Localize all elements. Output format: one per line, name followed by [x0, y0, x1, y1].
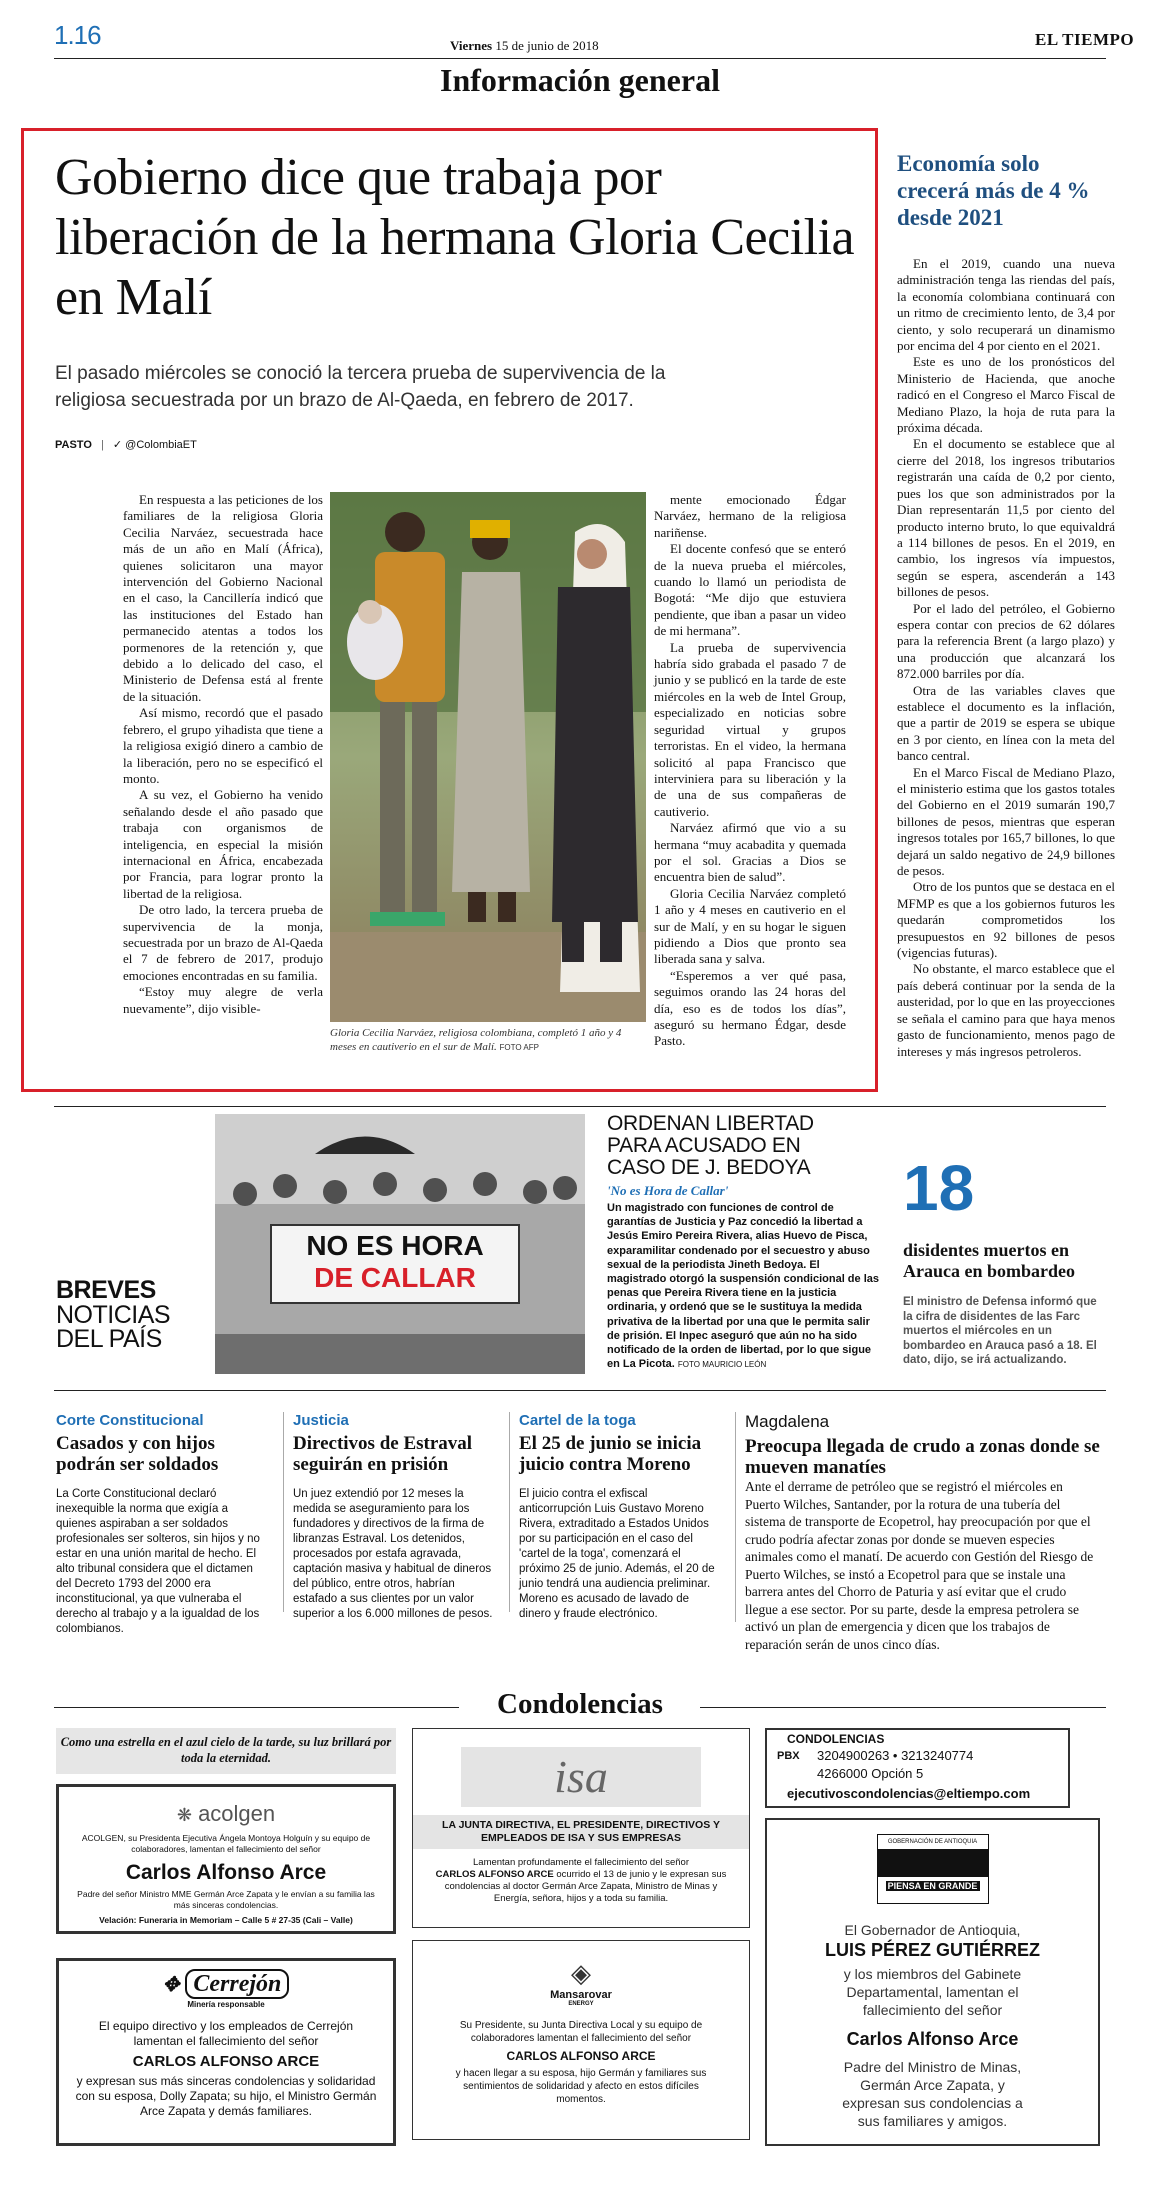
cerrejon-body: y expresan sus más sinceras condolencias y solidaridad con su esposa, Dolly Zapata; su hijo, el Ministro Germán Arce Zapata y demás familiares. [75, 2074, 377, 2118]
isa-message [427, 1869, 735, 1905]
cerrejon-notice [56, 1958, 396, 2146]
article-paragraph: Otro de los puntos que se destaca en el MFMP es que a los gobiernos futuros les quedarán comprometidos los presupuestos en 92 billones de pesos (vigencias futuras). [897, 879, 1115, 961]
antioquia-logo [877, 1834, 989, 1904]
brief-section: Justicia [293, 1412, 349, 1429]
acolgen-notice [56, 1784, 396, 1934]
issue-date [450, 38, 599, 54]
acolgen-velacion: Velación: Funeraria in Memoriam – Calle 5 # 27-35 (Cali – Valle) [99, 1915, 353, 1925]
feature-credit: FOTO MAURICIO LEÓN [677, 1360, 767, 1370]
article-paragraph: mente emocionado Édgar Narváez, hermano de la religiosa nariñense. [654, 492, 846, 540]
isa-head: LA JUNTA DIRECTIVA, EL PRESIDENTE, DIRECTIVOS Y EMPLEADOS DE ISA Y SUS EMPRESAS [413, 1815, 749, 1849]
breves-rule [54, 1390, 1106, 1391]
date-day: Viernes [450, 38, 493, 53]
brief-headline: Directivos de Estraval seguirán en prisión [293, 1433, 473, 1475]
contact-box [765, 1728, 1070, 1808]
acolgen-logo [59, 1801, 393, 1827]
contact-phones-2: 4266000 Opción 5 [817, 1766, 924, 1781]
article-paragraph: “Esperemos a ver qué pasa, seguimos orando las 24 horas del día, eso es de todos los días”, aseguró su hermano Édgar, desde Pasto. [654, 967, 846, 1049]
byline [55, 438, 197, 451]
photo-illustration [330, 492, 646, 1022]
section-title: Información general [440, 62, 720, 98]
condolencias-rule-right [700, 1707, 1106, 1708]
antioquia-logo-bottom: PIENSA EN GRANDE [886, 1881, 980, 1891]
brief-item [56, 1412, 266, 1637]
mansarovar-logo-sub: ENERGY [568, 2001, 594, 2007]
article-column-2 [654, 492, 846, 1050]
brief-body: La Corte Constitucional declaró inexequible la norma que exigía a quienes aspiraban a ser soldados profesionales ser solteros, sin hijos y no estar en una unión marital de hecho. El alto tribunal considera que el dictamen del Decreto 1793 del 2000 era inconstitucional, ya que vulneraba el derecho al trabajo y a la igualdad de los colombianos. [56, 1488, 260, 1635]
isa-logo: isa [461, 1747, 701, 1807]
section-rule [54, 1106, 1106, 1107]
antioquia-line3: Padre del Ministro de Minas, Germán Arce Zapata, y expresan sus condolencias a sus familiares y amigos. [842, 2059, 1023, 2129]
feature-body-text: Un magistrado con funciones de control de garantías de Justicia y Paz concedió la libertad a Jesús Emiro Pereira Rivera, alias Huevo de Pisca, exparamilitar condenado por el secuestro y abuso sexual de la periodista Jineth Bedoya. El magistrado otorgó la suspensión condicional de las penas que Pereira Rivera tiene en la justicia ordinaria, y ordenó que se le sustituya la medida privativa de la libertad por una que le permita salir de prisión. El Inpec aseguró que aún no ha sido notificado de la orden de libertad, por lo que sigue en La Picota. [607, 1202, 879, 1371]
article-paragraph: “Estoy muy alegre de verla nuevamente”, dijo visible- [123, 984, 323, 1016]
contact-title: CONDOLENCIAS [787, 1732, 885, 1746]
stat-number: 18 [903, 1152, 975, 1224]
article-title: Gobierno dice que trabaja por liberación de la hermana Gloria Cecilia en Malí [55, 149, 855, 326]
mansarovar-intro: Su Presidente, su Junta Directiva Local y su equipo de colaboradores lamentan el fallecimiento del señor [459, 2020, 703, 2044]
brief-body: Ante el derrame de petróleo que se registró el miércoles en Puerto Wilches, Santander, por la rotura de una tubería del sistema de transporte de Ecopetrol, hay preocupación por que el crudo podría afectar zonas por donde se mueven especies animales como el manatí. De acuerdo con Gestión del Riesgo de Puerto Wilches, se instó a Ecopetrol para que se instale una barrera antes del Chorro de Paturia y así evitar que el crudo llegue a ese sector. Por su parte, desde la empresa petrolera se activó un plan de emergencia y dicen que los trabajos de reparación serán de unos cinco días. [745, 1479, 1094, 1652]
feature-title: ORDENAN LIBERTAD PARA ACUSADO EN CASO DE J. BEDOYA [607, 1112, 814, 1179]
brand-logo: EL TIEMPO [1035, 30, 1135, 49]
article-subtitle: El pasado miércoles se conoció la tercera prueba de supervivencia de la religiosa secuestrada por un brazo de Al-Qaeda, en febrero de 2017. [55, 363, 666, 411]
brief-divider [283, 1412, 284, 1612]
antioquia-logo-top: GOBERNACIÓN DE ANTIOQUIA [887, 1839, 978, 1845]
byline-location: PASTO [55, 439, 92, 451]
brief-divider [509, 1412, 510, 1612]
brief-body: Un juez extendió por 12 meses la medida se aseguramiento para los fundadores y directivos de la firma de libranzas Estraval. Los detenidos, procesados por estafa agravada, captación masiva y habitual de dineros del público, entre otros, habrían estafado a sus clientes por un valor superior a los 6.000 millones de pesos. [293, 1488, 493, 1620]
cerrejon-logo-text: Cerrejón [185, 1969, 289, 1999]
stat-head: disidentes muertos en Arauca en bombardeo [903, 1240, 1075, 1281]
byline-divider: | [100, 439, 104, 451]
acolgen-logo-text: acolgen [198, 1801, 276, 1826]
cerrejon-logo-icon: ✥ [162, 1974, 180, 1996]
article-paragraph: Este es uno de los pronósticos del Ministerio de Hacienda, que anoche radicó en el Congreso el Marco Fiscal de Mediano Plazo, la hoja de ruta para la próxima década. [897, 354, 1115, 436]
article-paragraph: Por el lado del petróleo, el Gobierno espera contar con precios de 62 dólares para la referencia Brent (a largo plazo) y una producción que alcanzará los 872.000 barriles por día. [897, 600, 1115, 682]
breves-label-3: DEL PAÍS [56, 1325, 162, 1353]
article-paragraph: A su vez, el Gobierno ha venido señalando desde el año pasado que trabaja con organismos de inteligencia, en especial la misión internacional en África, encabezada por Francia, para lograr pronto la libertad de la religiosa. [123, 787, 323, 901]
condolencias-heading: Condolencias [497, 1688, 663, 1720]
article-paragraph: No obstante, el marco establece que el país deberá continuar por la senda de la austeridad, por lo que en las proyecciones se señala el camino para que haya menos gasto de funcionamiento, menos pago de intereses y más ingresos petroleros. [897, 961, 1115, 1059]
article-paragraph: Así mismo, recordó que el pasado febrero, el grupo yihadista que tiene a la religiosa exigió dinero a cambio de la liberación, pero no se especificó el monto. [123, 705, 323, 786]
isa-intro: Lamentan profundamente el fallecimiento del señor [473, 1857, 689, 1868]
acolgen-logo-icon: ❋ [176, 1805, 192, 1825]
article-paragraph: En el documento se establece que al cierre del 2018, los ingresos tributarios registrarán una caída de 0,2 por ciento, pues los que son administrados por la Dian representarán 11,5 por ciento del producto interno bruto, lo que equivaldrá a 114 billones de pesos. En el 2019, en cambio, los ingresos vía impuestos, según se espera, ascenderán a 143 billones de pesos. [897, 436, 1115, 600]
side-article-body [897, 256, 1115, 1060]
article-column-1 [123, 492, 323, 1017]
article-paragraph: En el Marco Fiscal de Mediano Plazo, el ministerio estima que los gastos totales del Gobierno en el 2019 sumarán 190,7 billones de pesos, mientras que esperan ingresos totales por 165,7 billones, lo que dejará un saldo negativo de 24,9 billones de pesos. [897, 764, 1115, 879]
condolencias-rule-left [54, 1707, 459, 1708]
brief-item [745, 1412, 1100, 1653]
article-paragraph: En el 2019, cuando una nueva administración tenga las riendas del país, la economía colombiana continuará con un ritmo de crecimiento lento, de 3,4 por ciento, y solo recuperará un dinamismo por encima del 4 por ciento en el 2021. [897, 256, 1115, 354]
byline-handle: @ColombiaET [125, 439, 197, 451]
protest-banner [270, 1224, 520, 1304]
article-photo [330, 492, 646, 1022]
brief-section: Corte Constitucional [56, 1412, 204, 1429]
antioquia-line2: y los miembros del Gabinete Departamental, lamentan el fallecimiento del señor [843, 1966, 1022, 2018]
article-paragraph: El docente confesó que se enteró de la nueva prueba el miércoles, cuando lo llamó un periodista de Bogotá: “Me dijo que estuviera pendiente, que iban a pasar un video de mi hermana”. [654, 541, 846, 639]
feature-kicker: 'No es Hora de Callar' [607, 1183, 729, 1198]
isa-name: CARLOS ALFONSO ARCE [435, 1869, 554, 1880]
brief-item [293, 1412, 493, 1622]
protest-photo [215, 1114, 585, 1374]
header-rule [54, 58, 1106, 59]
stat-body: El ministro de Defensa informó que la cifra de disidentes de las Farc muertos el miércoles en un bombardeo en Arauca pasó a 18. El dato, dijo, se irá actualizando. [903, 1296, 1097, 1366]
cerrejon-name: CARLOS ALFONSO ARCE [132, 2053, 320, 2070]
contact-email[interactable]: ejecutivoscondolencias@eltiempo.com [787, 1786, 1031, 1801]
antioquia-line1: El Gobernador de Antioquia, [844, 1922, 1021, 1938]
condolence-quote: Como una estrella en el azul cielo de la tarde, su luz brillará por toda la eternidad. [56, 1728, 396, 1774]
contact-pbx: PBX [777, 1750, 800, 1762]
antioquia-name2: Carlos Alfonso Arce [846, 2029, 1019, 2049]
page-number-text: 1.16 [54, 20, 101, 50]
brief-section: Magdalena [745, 1412, 830, 1431]
breves-label-2: NOTICIAS [56, 1301, 171, 1329]
article-paragraph: Otra de las variables claves que establece el documento es la inflación, que a partir de 2019 se espera se ubique en 3 por ciento, en línea con la meta del banco central. [897, 682, 1115, 764]
contact-phones-1: 3204900263 • 3213240774 [817, 1748, 974, 1763]
banner-line-1: NO ES HORA [306, 1230, 484, 1261]
article-paragraph: En respuesta a las peticiones de los familiares de la religiosa Gloria Cecilia Narváez, secuestrada hace más de un año en Malí (África), quienes solicitaron una mayor intervención del Gobierno Nacional en el caso, la Cancillería indicó que las instituciones del Estado han permanecido atentas a todos los pormenores de la retención y, que debido a lo delicado del caso, el Ministerio de Defensa está al frente de la situación. [123, 492, 323, 704]
acolgen-body: Padre del señor Ministro MME Germán Arce Zapata y le envían a su familia las más sinceras condolencias. [77, 1889, 375, 1910]
antioquia-name1: LUIS PÉREZ GUTIÉRREZ [824, 1940, 1040, 1960]
cerrejon-tagline: Minería responsable [187, 2000, 265, 2009]
photo-caption-text: Gloria Cecilia Narváez, religiosa colombiana, completó 1 año y 4 meses en cautiverio en el sur de Malí. [330, 1027, 622, 1053]
page-number [54, 20, 101, 51]
breves-label-1: BREVES [56, 1276, 156, 1304]
date-rest: 15 de junio de 2018 [495, 38, 599, 53]
brief-body: El juicio contra el exfiscal anticorrupción Luis Gustavo Moreno Rivera, extraditado a Estados Unidos por su participación en el caso del 'cartel de la toga', comenzará el próximo 25 de junio. Además, el 20 de junio tendrá una audiencia preliminar. Moreno es acusado de lavado de dinero y fraude electrónico. [519, 1488, 715, 1620]
antioquia-notice [765, 1818, 1100, 2146]
article-paragraph: De otro lado, la tercera prueba de supervivencia de la monja, secuestrada por un brazo de Al-Qaeda el 7 de febrero de 2017, produjo emociones encontradas en su familia. [123, 902, 323, 983]
mansarovar-body: y hacen llegar a su esposa, hijo Germán y familiares sus sentimientos de solidaridad y afecto en estos difíciles momentos. [455, 2068, 707, 2105]
cerrejon-logo [59, 1971, 393, 1998]
cerrejon-intro: El equipo directivo y los empleados de Cerrejón lamentan el fallecimiento del señor [98, 2019, 354, 2048]
brief-headline: Preocupa llegada de crudo a zonas donde se mueven manatíes [745, 1436, 1100, 1478]
acolgen-name: Carlos Alfonso Arce [125, 1861, 327, 1884]
brief-divider [735, 1412, 736, 1622]
brief-headline: Casados y con hijos podrán ser soldados [56, 1433, 219, 1475]
brief-headline: El 25 de junio se inicia juicio contra Moreno [519, 1433, 702, 1475]
mansarovar-name: CARLOS ALFONSO ARCE [506, 2049, 656, 2063]
isa-notice [412, 1728, 750, 1928]
photo-credit: FOTO AFP [499, 1043, 539, 1052]
article-paragraph: La prueba de supervivencia habría sido grabada el pasado 7 de junio y se publicó en la tarde de este miércoles en la web de Intel Group, especializado en noticias sobre seguridad virtual y grupos terroristas. En el video, la hermana solicitó al papa Francisco que interviniera para su liberación y la de una de sus compañeras de cautiverio. [654, 639, 846, 819]
brief-item [519, 1412, 719, 1622]
photo-caption [330, 1026, 646, 1055]
brief-section: Cartel de la toga [519, 1412, 636, 1429]
mansarovar-notice [412, 1940, 750, 2140]
isa-body: ocurrido el 13 de junio y le expresan sus condolencias al doctor Germán Arce Zapata, Ministro de Minas y Energía, señora, hijos y a toda su familia. [444, 1869, 727, 1904]
acolgen-intro: ACOLGEN, su Presidenta Ejecutiva Ángela Montoya Holguín y su equipo de colaboradores, lamentan el fallecimiento del señor [81, 1833, 371, 1854]
article-paragraph: Gloria Cecilia Narváez completó 1 año y 4 meses en cautiverio en el sur de Malí, y en su hogar le siguen pidiendo a Dios que pronto sea liberada sana y salva. [654, 885, 846, 967]
banner-line-2: DE CALLAR [314, 1262, 476, 1293]
article-paragraph: Narváez afirmó que vio a su hermana “muy acabadita y quemada por el sol. Gracias a Dios se encuentra bien de salud”. [654, 820, 846, 885]
side-article-title: Economía solo crecerá más de 4 % desde 2021 [897, 151, 1090, 230]
mansarovar-logo-icon: ◈ [571, 1959, 591, 1988]
mansarovar-logo: Mansarovar [550, 1989, 612, 2001]
feature-body [607, 1201, 882, 1372]
twitter-icon: ✓ [112, 439, 123, 451]
antioquia-logo-block [878, 1849, 988, 1877]
